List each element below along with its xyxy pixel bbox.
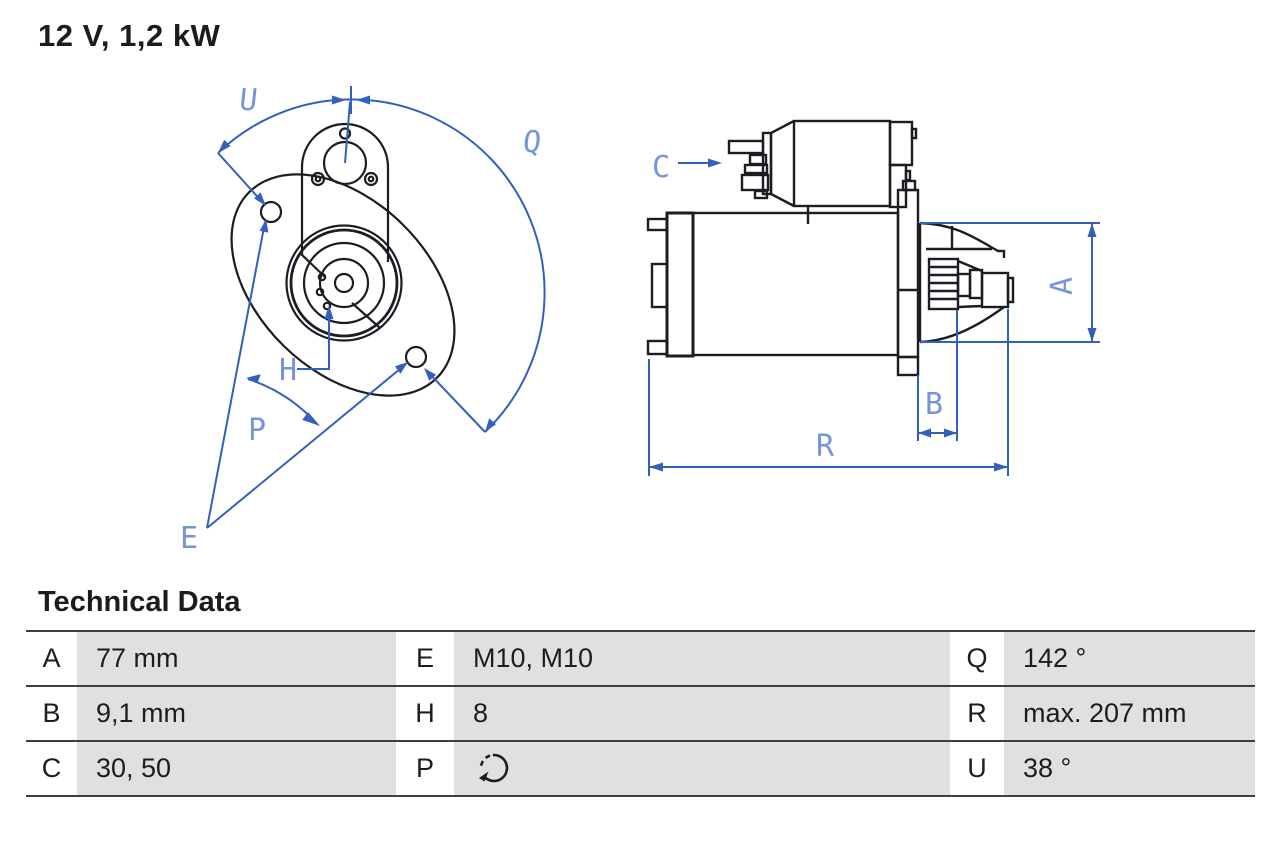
side-view-drawing — [648, 121, 1013, 375]
dim-label-h: H — [279, 353, 298, 388]
dim-key-u: U — [950, 753, 1004, 784]
dim-value-e: M10, M10 — [454, 632, 950, 685]
dim-label-u: U — [237, 83, 260, 118]
dim-key-a: A — [26, 643, 77, 674]
dim-label-e: E — [180, 521, 199, 556]
dim-value-c: 30, 50 — [77, 742, 396, 795]
dim-value-a: 77 mm — [77, 632, 396, 685]
dim-key-e: E — [396, 643, 454, 674]
rotation-direction-icon — [473, 749, 513, 789]
technical-data-heading: Technical Data — [38, 586, 241, 618]
table-row — [26, 630, 1255, 685]
table-row — [26, 685, 1255, 740]
dim-label-a: A — [1045, 276, 1080, 295]
dim-value-r: max. 207 mm — [1004, 687, 1255, 740]
dim-value-b: 9,1 mm — [77, 687, 396, 740]
page-title: 12 V, 1,2 kW — [38, 18, 221, 53]
dim-label-p: P — [248, 413, 267, 448]
dim-key-h: H — [396, 698, 454, 729]
dim-label-b: B — [925, 387, 944, 422]
dim-label-q: Q — [521, 125, 543, 160]
dim-label-c: C — [652, 150, 671, 185]
dim-value-q: 142 ° — [1004, 632, 1255, 685]
dim-label-r: R — [816, 429, 835, 464]
dim-key-q: Q — [950, 643, 1004, 674]
table-row — [26, 740, 1255, 797]
dim-value-p — [454, 742, 950, 795]
dim-key-b: B — [26, 698, 77, 729]
dim-key-p: P — [396, 753, 454, 784]
technical-data-table — [26, 630, 1255, 797]
dim-key-r: R — [950, 698, 1004, 729]
dim-value-h: 8 — [454, 687, 950, 740]
dim-value-u: 38 ° — [1004, 742, 1255, 795]
dim-key-c: C — [26, 753, 77, 784]
